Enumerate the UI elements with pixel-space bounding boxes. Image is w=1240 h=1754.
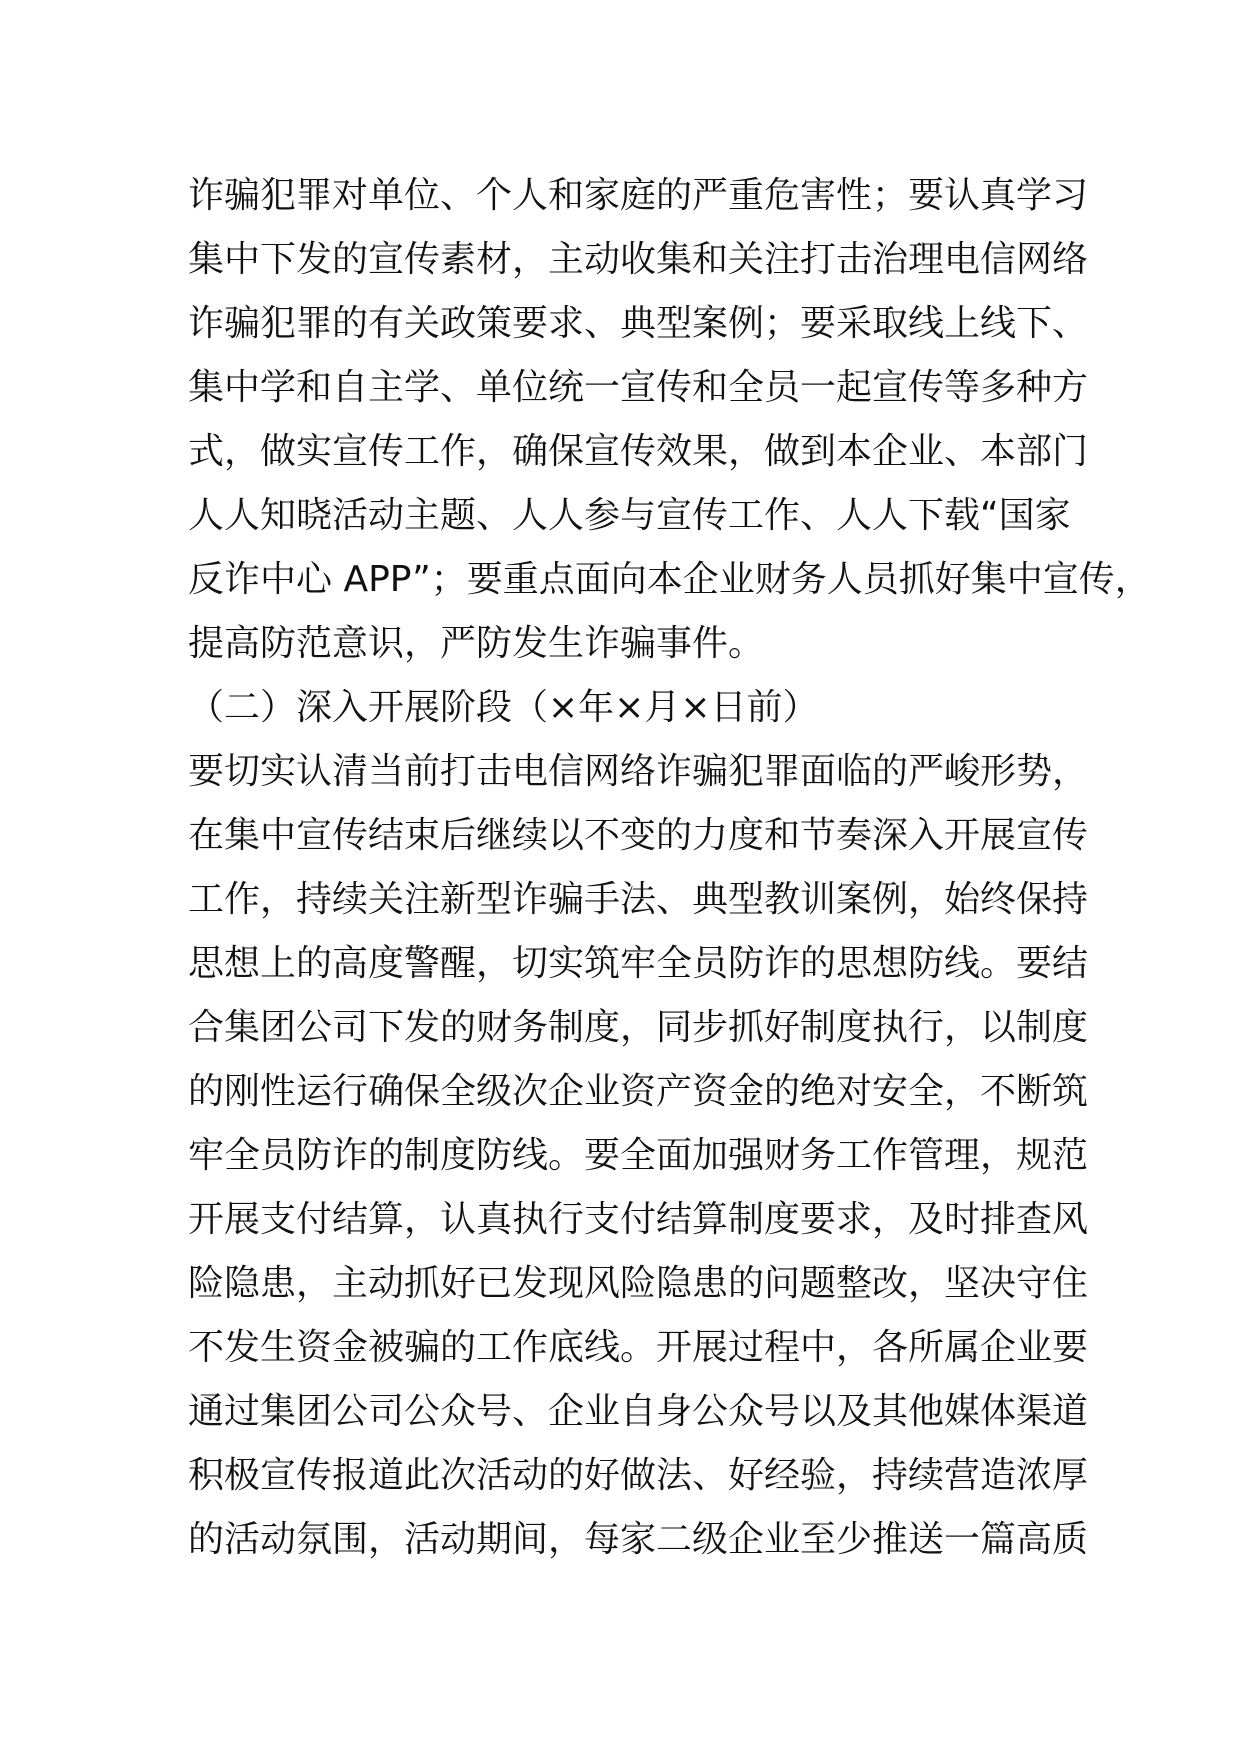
text-line: 式，做实宣传工作，确保宣传效果，做到本企业、本部门 bbox=[188, 431, 1089, 472]
text-line: 工作，持续关注新型诈骗手法、典型教训案例，始终保持 bbox=[188, 879, 1089, 920]
paragraph-section1 bbox=[188, 164, 1151, 676]
text-line: 的活动氛围，活动期间，每家二级企业至少推送一篇高质 bbox=[188, 1519, 1089, 1560]
text-line: 人人知晓活动主题、人人参与宣传工作、人人下载“国家 bbox=[188, 495, 1071, 536]
text-line: 牢全员防诈的制度防线。要全面加强财务工作管理，规范 bbox=[188, 1135, 1089, 1176]
document-page bbox=[188, 164, 1151, 1572]
text-line: 的刚性运行确保全级次企业资产资金的绝对安全，不断筑 bbox=[188, 1071, 1089, 1112]
text-line: 在集中宣传结束后继续以不变的力度和节奏深入开展宣传 bbox=[188, 815, 1089, 856]
text-line: 集中下发的宣传素材，主动收集和关注打击治理电信网络 bbox=[188, 239, 1089, 280]
text-line: 险隐患，主动抓好已发现风险隐患的问题整改，坚决守住 bbox=[188, 1263, 1089, 1304]
text-line: 诈骗犯罪的有关政策要求、典型案例；要采取线上线下、 bbox=[188, 303, 1089, 344]
text-line: 反诈中心 APP”；要重点面向本企业财务人员抓好集中宣传， bbox=[188, 559, 1151, 600]
text-line: 思想上的高度警醒，切实筑牢全员防诈的思想防线。要结 bbox=[188, 943, 1089, 984]
text-line: 提高防范意识，严防发生诈骗事件。 bbox=[188, 623, 765, 664]
text-line: 诈骗犯罪对单位、个人和家庭的严重危害性；要认真学习 bbox=[188, 175, 1089, 216]
text-line: 集中学和自主学、单位统一宣传和全员一起宣传等多种方 bbox=[188, 367, 1089, 408]
paragraph-section2 bbox=[188, 740, 1088, 1572]
text-line: 通过集团公司公众号、企业自身公众号以及其他媒体渠道 bbox=[188, 1391, 1089, 1432]
text-line: 要切实认清当前打击电信网络诈骗犯罪面临的严峻形势， bbox=[188, 751, 1089, 792]
text-line: 合集团公司下发的财务制度，同步抓好制度执行，以制度 bbox=[188, 1007, 1089, 1048]
text-line: 开展支付结算，认真执行支付结算制度要求，及时排查风 bbox=[188, 1199, 1089, 1240]
text-line: 不发生资金被骗的工作底线。开展过程中，各所属企业要 bbox=[188, 1327, 1089, 1368]
text-line: 积极宣传报道此次活动的好做法、好经验，持续营造浓厚 bbox=[188, 1455, 1089, 1496]
section-heading: （二）深入开展阶段（×年×月×日前） bbox=[188, 687, 819, 728]
